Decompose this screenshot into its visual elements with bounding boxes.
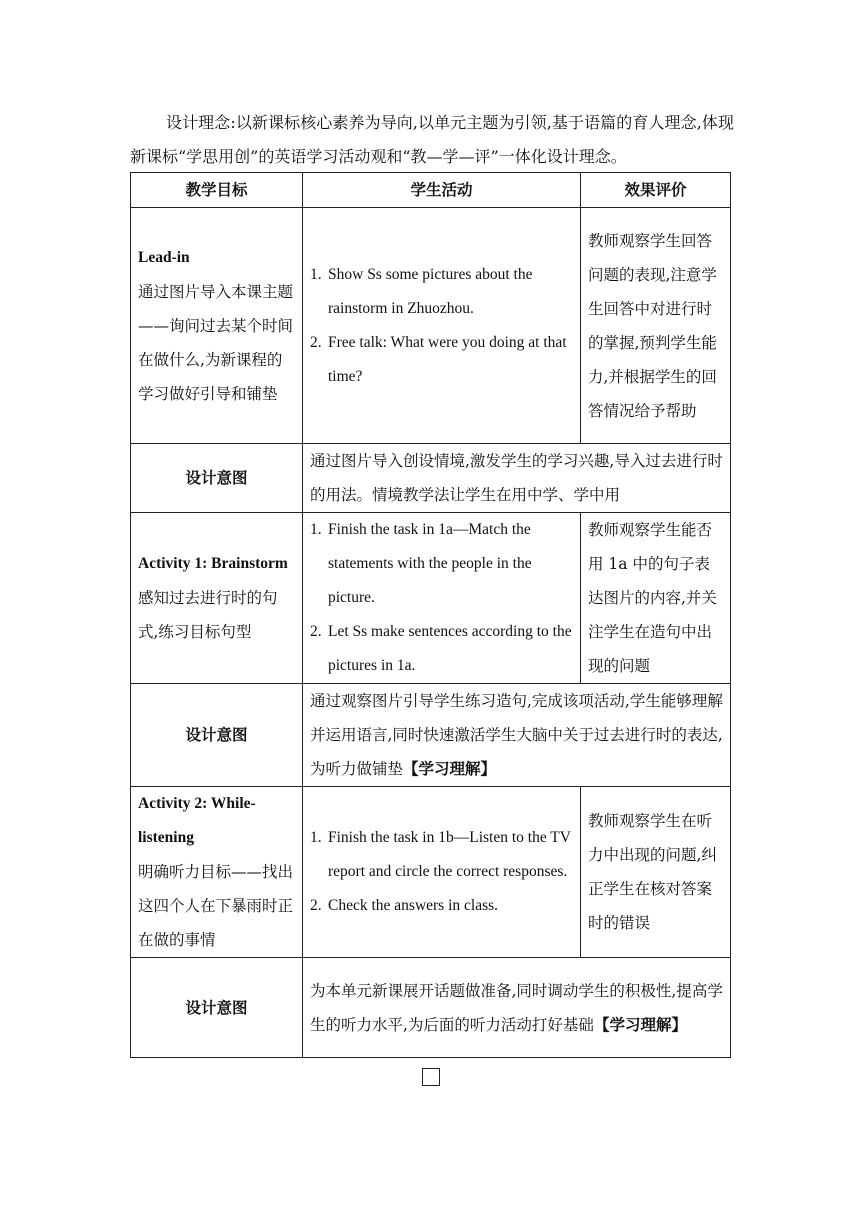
activity-item — [310, 513, 573, 615]
header-student-activity: 学生活动 — [303, 173, 581, 208]
activity-cell — [303, 208, 581, 444]
activity-list — [310, 513, 573, 683]
intent-cell — [303, 958, 731, 1058]
activity-number: 2. — [310, 897, 322, 914]
lesson-plan-table — [130, 172, 731, 1058]
goal-title: Activity 2: While-listening — [138, 795, 256, 846]
activity-text: Check the answers in class. — [328, 897, 499, 914]
activity-list — [310, 821, 573, 923]
table-row-lead-in — [131, 208, 731, 444]
activity-item — [310, 326, 573, 394]
activity-item — [310, 889, 573, 923]
goal-cell — [131, 787, 303, 958]
header-teaching-goal: 教学目标 — [131, 173, 303, 208]
activity-item — [310, 615, 573, 683]
table-header-row — [131, 173, 731, 208]
intent-text: 通过图片导入创设情境,激发学生的学习兴趣,导入过去进行时的用法。情境教学法让学生在用中学、学中用 — [310, 452, 723, 504]
intent-tag: 【学习理解】 — [593, 1014, 687, 1034]
header-evaluation: 效果评价 — [581, 173, 731, 208]
activity-text: Finish the task in 1a—Match the statements with the people in the picture. — [328, 521, 532, 606]
activity-number: 1. — [310, 265, 322, 283]
goal-description: 明确听力目标——找出这四个人在下暴雨时正在做的事情 — [138, 863, 294, 949]
evaluation-cell: 教师观察学生回答问题的表现,注意学生回答中对进行时的掌握,预判学生能力,并根据学生的回答情况给予帮助 — [581, 208, 731, 444]
activity-number: 1. — [310, 521, 322, 538]
activity-cell — [303, 513, 581, 684]
activity-text: Finish the task in 1b—Listen to the TV report and circle the correct responses. — [328, 829, 571, 880]
activity-text: Let Ss make sentences according to the pictures in 1a. — [328, 623, 572, 674]
intent-tag: 【学习理解】 — [403, 759, 497, 778]
intent-text: 通过观察图片引导学生练习造句,完成该项活动,学生能够理解并运用语言,同时快速激活学生大脑中关于过去进行时的表达,为听力做铺垫 — [310, 692, 723, 778]
activity-cell — [303, 787, 581, 958]
evaluation-cell: 教师观察学生能否用 1a 中的句子表达图片的内容,并关注学生在造句中出现的问题 — [581, 513, 731, 684]
table-row-activity-2 — [131, 787, 731, 958]
empty-square-icon — [422, 1068, 440, 1086]
design-concept-paragraph: 设计理念:以新课标核心素养为导向,以单元主题为引领,基于语篇的育人理念,体现新课标“学思用创”的英语学习活动观和“教—学—评”一体化设计理念。 — [130, 113, 734, 166]
table-row-intent — [131, 444, 731, 513]
activity-item — [310, 821, 573, 889]
goal-cell — [131, 208, 303, 444]
activity-text: Free talk: What were you doing at that time? — [328, 333, 567, 385]
goal-title: Activity 1: Brainstorm — [138, 555, 288, 572]
intent-cell — [303, 684, 731, 787]
intent-label: 设计意图 — [131, 684, 303, 787]
goal-description: 感知过去进行时的句式,练习目标句型 — [138, 589, 278, 641]
intent-text: 为本单元新课展开话题做准备,同时调动学生的积极性,提高学生的听力水平,为后面的听力活动打好基础 — [310, 981, 723, 1034]
intent-label: 设计意图 — [131, 444, 303, 513]
table-row-intent — [131, 958, 731, 1058]
goal-cell — [131, 513, 303, 684]
goal-description: 通过图片导入本课主题——询问过去某个时间在做什么,为新课程的学习做好引导和铺垫 — [138, 282, 294, 403]
goal-title: Lead-in — [138, 248, 190, 266]
activity-number: 2. — [310, 333, 322, 351]
table-row-intent — [131, 684, 731, 787]
activity-list — [310, 258, 573, 394]
activity-item — [310, 258, 573, 326]
evaluation-cell: 教师观察学生在听力中出现的问题,纠正学生在核对答案时的错误 — [581, 787, 731, 958]
intent-cell — [303, 444, 731, 513]
table-row-activity-1 — [131, 513, 731, 684]
activity-text: Show Ss some pictures about the rainstorm in Zhuozhou. — [328, 265, 533, 317]
intent-label: 设计意图 — [131, 958, 303, 1058]
activity-number: 2. — [310, 623, 322, 640]
activity-number: 1. — [310, 829, 322, 846]
